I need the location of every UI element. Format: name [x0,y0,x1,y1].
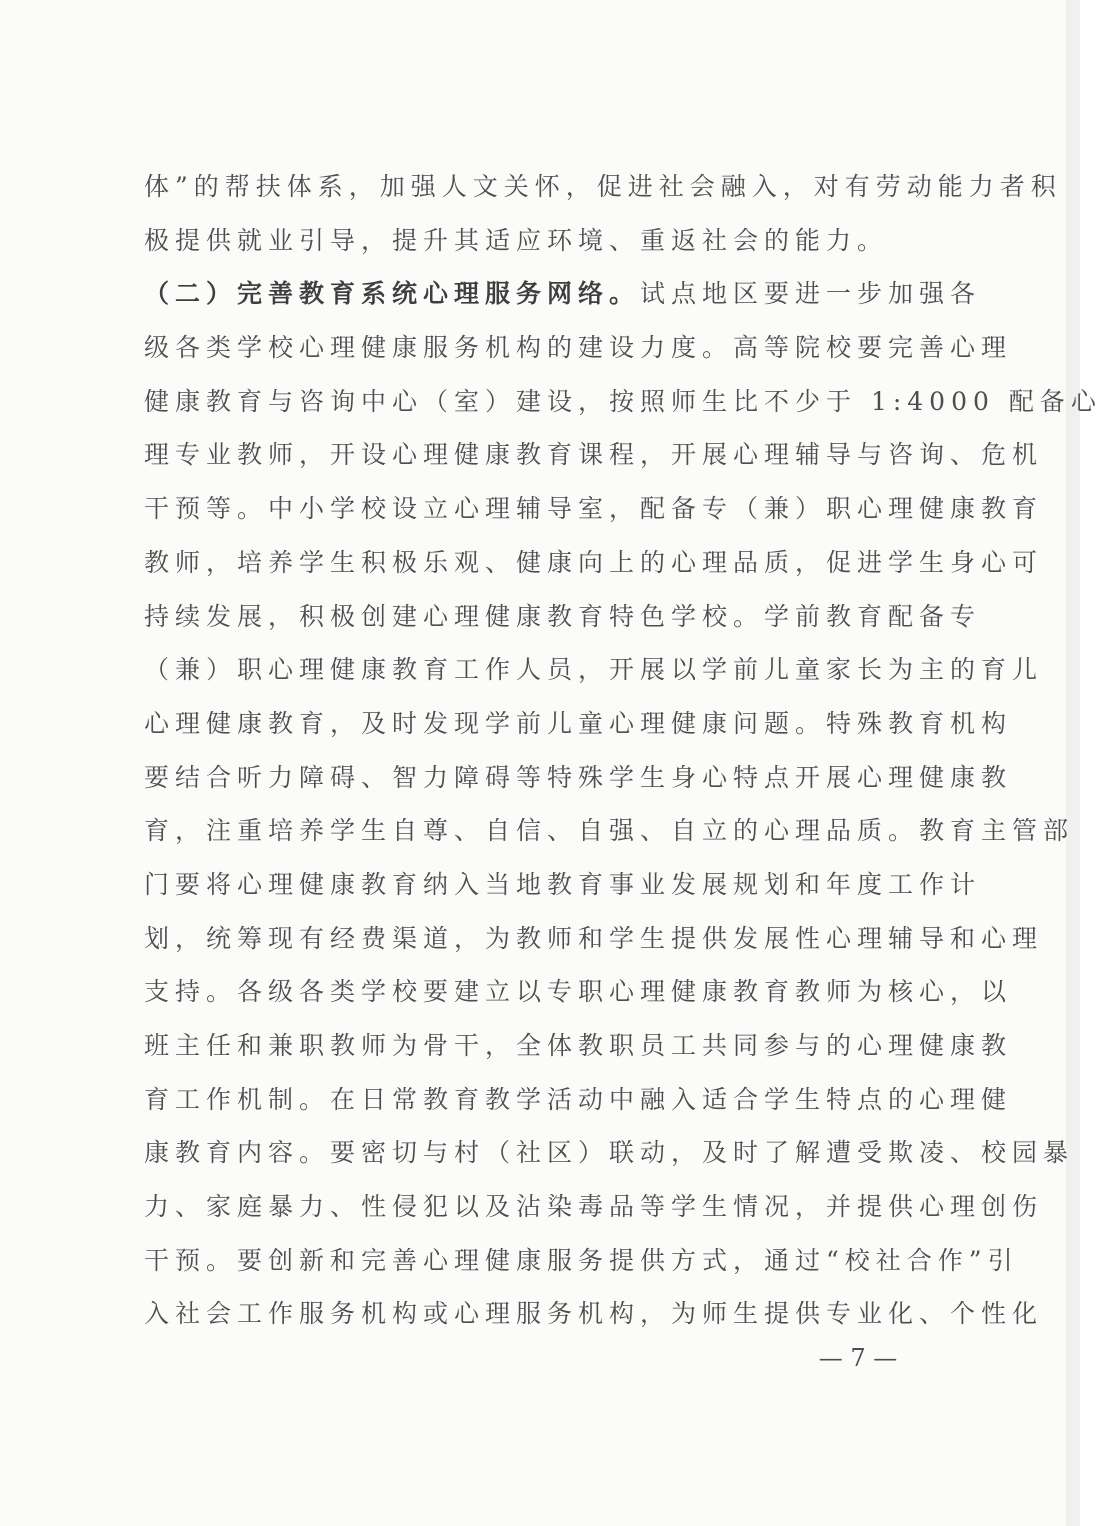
text-line: 支持。各级各类学校要建立以专职心理健康教育教师为核心，以 [144,977,1013,1007]
text-line: 入社会工作服务机构或心理服务机构，为师生提供专业化、个性化 [144,1299,1044,1329]
text-line: 心理健康教育，及时发现学前儿童心理健康问题。特殊教育机构 [144,708,1013,738]
text-line: 持续发展，积极创建心理健康教育特色学校。学前教育配备专 [144,601,982,631]
text-segment: 试点地区要进一步加强各 [640,279,982,309]
text-line: 干预等。中小学校设立心理辅导室，配备专（兼）职心理健康教育 [144,494,1044,524]
text-line: 育，注重培养学生自尊、自信、自强、自立的心理品质。教育主管部 [144,816,1075,846]
section-heading-line [144,267,982,321]
section-heading: （二）完善教育系统心理服务网络。 [144,279,641,309]
text-line: 育工作机制。在日常教育教学活动中融入适合学生特点的心理健 [144,1084,1013,1114]
text-line: 康教育内容。要密切与村（社区）联动，及时了解遭受欺凌、校园暴 [144,1138,1075,1168]
text-line: 体”的帮扶体系，加强人文关怀，促进社会融入，对有劳动能力者积 [144,172,1062,201]
text-line: 理专业教师，开设心理健康教育课程，开展心理辅导与咨询、危机 [144,440,1044,470]
body-text [144,160,1102,1341]
text-line: 极提供就业引导，提升其适应环境、重返社会的能力。 [144,225,889,255]
text-line: （兼）职心理健康教育工作人员，开展以学前儿童家长为主的育儿 [144,655,1044,685]
page-number: — 7 — [818,1344,898,1372]
text-line: 级各类学校心理健康服务机构的建设力度。高等院校要完善心理 [144,333,1013,363]
text-line: 干预。要创新和完善心理健康服务提供方式，通过“校社合作”引 [144,1245,1019,1275]
text-line: 健康教育与咨询中心（室）建设，按照师生比不少于 1:4000 配备心 [144,386,1102,416]
text-line: 要结合听力障碍、智力障碍等特殊学生身心特点开展心理健康教 [144,762,1013,792]
text-line: 门要将心理健康教育纳入当地教育事业发展规划和年度工作计 [144,869,982,899]
text-line: 教师，培养学生积极乐观、健康向上的心理品质，促进学生身心可 [144,547,1044,577]
text-line: 划，统筹现有经费渠道，为教师和学生提供发展性心理辅导和心理 [144,923,1044,953]
text-line: 力、家庭暴力、性侵犯以及沾染毒品等学生情况，并提供心理创伤 [144,1192,1044,1222]
text-line: 班主任和兼职教师为骨干，全体教职员工共同参与的心理健康教 [144,1031,1013,1060]
